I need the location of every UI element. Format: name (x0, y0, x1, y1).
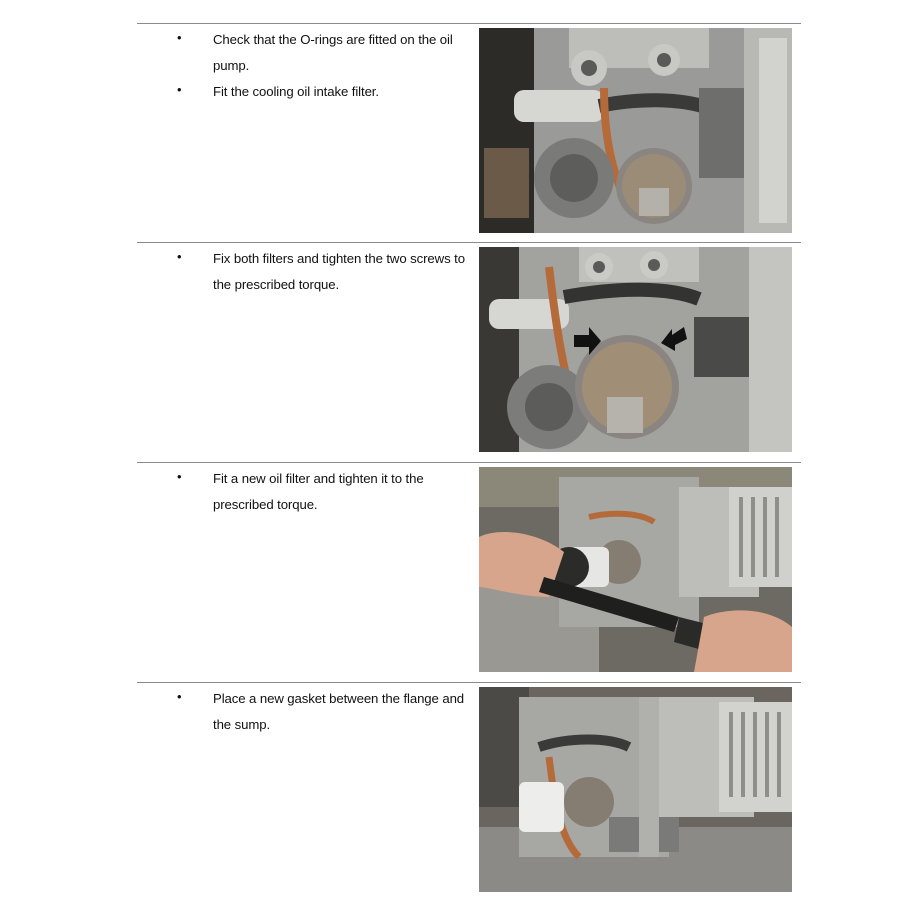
bullet-text: Fix both filters and tighten the two screws to the prescribed torque. (213, 251, 465, 292)
bullet-list (177, 686, 477, 738)
engine-oil-pump-photo (479, 28, 792, 233)
step-text-column (137, 24, 472, 242)
bullet-text: Fit a new oil filter and tighten it to the prescribed torque. (213, 471, 424, 512)
procedure-step-3 (137, 462, 801, 681)
oil-filter-torque-wrench-photo (479, 467, 792, 672)
step-text-column (137, 683, 472, 901)
filter-screws-arrows-photo (479, 247, 792, 452)
bullet-icon: • (177, 82, 182, 97)
bullet-list (177, 27, 477, 105)
bullet-text: Fit the cooling oil intake filter. (213, 84, 379, 99)
procedure-step-4 (137, 682, 801, 901)
bullet-text: Place a new gasket between the flange and the sump. (213, 691, 465, 732)
bullet-icon: • (177, 30, 182, 45)
bullet-item (177, 686, 477, 738)
bullet-list (177, 246, 477, 298)
bullet-item (177, 466, 477, 518)
sump-gasket-flange-photo (479, 687, 792, 892)
procedure-step-1 (137, 23, 801, 242)
bullet-icon: • (177, 689, 182, 704)
step-text-column (137, 243, 472, 461)
bullet-item (177, 27, 477, 79)
step-text-column (137, 463, 472, 681)
bullet-item (177, 79, 477, 105)
bullet-icon: • (177, 249, 182, 264)
bullet-icon: • (177, 469, 182, 484)
bullet-text: Check that the O-rings are fitted on the oil pump. (213, 32, 453, 73)
procedure-step-2 (137, 242, 801, 461)
bullet-item (177, 246, 477, 298)
bullet-list (177, 466, 477, 518)
